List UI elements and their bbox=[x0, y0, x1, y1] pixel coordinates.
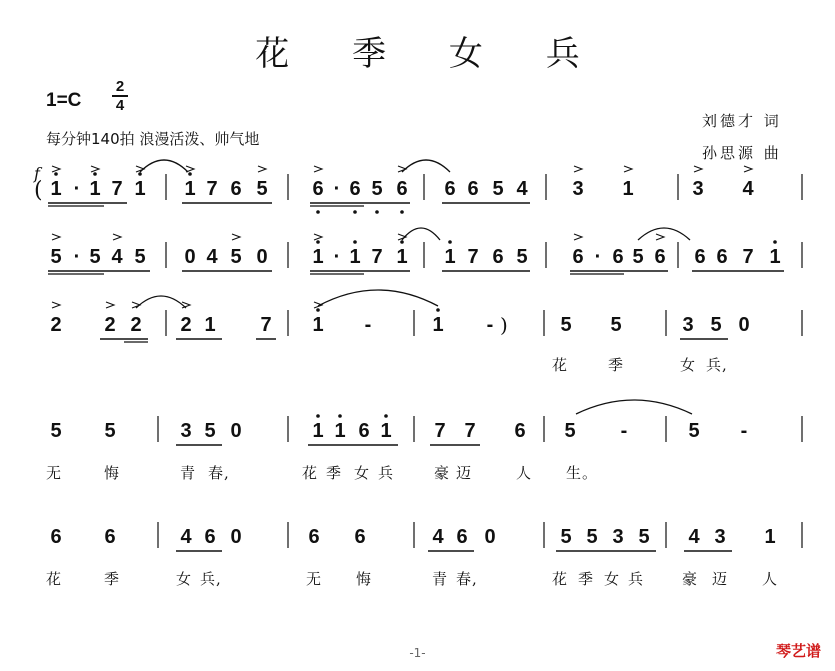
lyric-syllable: 兵 bbox=[628, 570, 645, 588]
lyric-syllable: 花 bbox=[302, 464, 319, 482]
row2-note: 5 bbox=[134, 246, 146, 268]
slur bbox=[402, 228, 440, 240]
lyric-syllable: 无 bbox=[46, 464, 63, 482]
row2-note: 0 bbox=[184, 246, 196, 268]
octave-dot bbox=[93, 172, 97, 176]
row1-note: 6 bbox=[349, 178, 361, 200]
row2-note: · bbox=[333, 246, 341, 268]
row2-note: 6 bbox=[694, 246, 706, 268]
open-paren: ( bbox=[34, 178, 43, 203]
time-numerator: 2 bbox=[112, 78, 128, 97]
accent-mark bbox=[574, 166, 582, 172]
row5-note: 6 bbox=[308, 526, 320, 548]
row3-note: 0 bbox=[738, 314, 750, 336]
row2-note: 6 bbox=[716, 246, 728, 268]
accent-mark bbox=[113, 234, 121, 240]
row3-note: 5 bbox=[610, 314, 622, 336]
row5-note: 4 bbox=[688, 526, 700, 548]
low-octave-dot bbox=[316, 210, 320, 214]
row1-note: 5 bbox=[492, 178, 504, 200]
octave-dot bbox=[384, 414, 388, 418]
row2-note: 6 bbox=[612, 246, 624, 268]
accent-mark bbox=[106, 302, 114, 308]
accent-mark bbox=[314, 166, 322, 172]
row2-note: 5 bbox=[632, 246, 644, 268]
row3-note: 2 bbox=[104, 314, 116, 336]
octave-dot bbox=[353, 240, 357, 244]
lyric-syllable: 悔 bbox=[104, 464, 121, 482]
lyric-syllable: 兵, bbox=[200, 570, 222, 588]
row2-note: 5 bbox=[516, 246, 528, 268]
accent-mark bbox=[52, 234, 60, 240]
row5-note: 6 bbox=[456, 526, 468, 548]
lyric-syllable: 人 bbox=[762, 570, 779, 588]
row1-note: 6 bbox=[396, 178, 408, 200]
row4-note: 5 bbox=[204, 420, 216, 442]
lyric-syllable: 豪 bbox=[434, 464, 451, 482]
slur bbox=[140, 160, 188, 172]
octave-dot bbox=[448, 240, 452, 244]
row4-note: 5 bbox=[564, 420, 576, 442]
row5-note: 4 bbox=[180, 526, 192, 548]
row4-note: 1 bbox=[334, 420, 346, 442]
lyric-syllable: 兵, bbox=[706, 356, 728, 374]
row2-note: 4 bbox=[206, 246, 218, 268]
row2-note: 6 bbox=[492, 246, 504, 268]
row4-note: 6 bbox=[358, 420, 370, 442]
row2-note: 7 bbox=[742, 246, 754, 268]
octave-dot bbox=[54, 172, 58, 176]
lyric-syllable: 迈 bbox=[456, 464, 473, 482]
lyric-syllable: 青 bbox=[180, 464, 197, 482]
key-signature: 1=C bbox=[46, 90, 82, 111]
row3-note: 2 bbox=[130, 314, 142, 336]
octave-dot bbox=[773, 240, 777, 244]
row2-note: 5 bbox=[50, 246, 62, 268]
accent-mark bbox=[314, 234, 322, 240]
time-denominator: 4 bbox=[115, 97, 125, 114]
accent-mark bbox=[91, 166, 99, 172]
logo-text: 琴艺谱 bbox=[775, 642, 821, 660]
row1-note: 1 bbox=[184, 178, 196, 200]
row2-note: 4 bbox=[111, 246, 123, 268]
accent-mark bbox=[52, 166, 60, 172]
row4-note: - bbox=[620, 420, 628, 442]
row1-note: 7 bbox=[206, 178, 218, 200]
row4-note: 3 bbox=[180, 420, 192, 442]
lyric-syllable: 兵 bbox=[378, 464, 395, 482]
row3-note: 3 bbox=[682, 314, 694, 336]
row4-note: 1 bbox=[312, 420, 324, 442]
row5-note: 5 bbox=[560, 526, 572, 548]
octave-dot bbox=[138, 172, 142, 176]
row1-note: 4 bbox=[742, 178, 754, 200]
lyric-syllable: 春, bbox=[208, 464, 230, 482]
row3-note: - bbox=[486, 314, 494, 336]
accent-mark bbox=[656, 234, 664, 240]
lyric-syllable: 人 bbox=[516, 464, 533, 482]
octave-dot bbox=[316, 308, 320, 312]
row1-note: 3 bbox=[692, 178, 704, 200]
row1-note: 7 bbox=[111, 178, 123, 200]
row3-note: 5 bbox=[560, 314, 572, 336]
row5-note: 4 bbox=[432, 526, 444, 548]
row2-note: 1 bbox=[349, 246, 361, 268]
row1-note: 6 bbox=[444, 178, 456, 200]
row4-note: - bbox=[740, 420, 748, 442]
row3-note: 5 bbox=[710, 314, 722, 336]
row2-note: 0 bbox=[256, 246, 268, 268]
row4-note: 6 bbox=[514, 420, 526, 442]
row5-note: 3 bbox=[612, 526, 624, 548]
lyric-syllable: 花 bbox=[552, 570, 569, 588]
row2-note: 6 bbox=[572, 246, 584, 268]
row5-note: 6 bbox=[50, 526, 62, 548]
lyric-syllable: 女 bbox=[354, 464, 371, 482]
slur bbox=[638, 228, 690, 240]
slur bbox=[402, 160, 450, 172]
composer-credit: 孙思源 曲 bbox=[702, 144, 782, 162]
row2-note: 1 bbox=[312, 246, 324, 268]
row2-note: 1 bbox=[769, 246, 781, 268]
slur bbox=[318, 290, 438, 306]
accent-mark bbox=[52, 302, 60, 308]
row3-note: 1 bbox=[432, 314, 444, 336]
row5-note: 0 bbox=[484, 526, 496, 548]
row2-note: 6 bbox=[654, 246, 666, 268]
row1-note: 6 bbox=[467, 178, 479, 200]
row1-note: 6 bbox=[230, 178, 242, 200]
row2-note: 7 bbox=[371, 246, 383, 268]
accent-mark bbox=[574, 234, 582, 240]
accent-mark bbox=[694, 166, 702, 172]
lyric-syllable: 生。 bbox=[566, 464, 599, 482]
row3-note: 1 bbox=[204, 314, 216, 336]
accent-mark bbox=[232, 234, 240, 240]
octave-dot bbox=[436, 308, 440, 312]
row2-note: · bbox=[73, 246, 81, 268]
row2-note: 1 bbox=[444, 246, 456, 268]
row4-note: 5 bbox=[104, 420, 116, 442]
row4-note: 5 bbox=[688, 420, 700, 442]
low-octave-dot bbox=[353, 210, 357, 214]
row1-note: 1 bbox=[89, 178, 101, 200]
row1-note: · bbox=[73, 178, 81, 200]
low-octave-dot bbox=[375, 210, 379, 214]
tempo-marking: 每分钟140拍 浪漫活泼、帅气地 bbox=[46, 130, 260, 148]
row4-note: 7 bbox=[434, 420, 446, 442]
lyric-syllable: 季 bbox=[326, 464, 343, 482]
close-paren: ) bbox=[500, 313, 508, 337]
low-octave-dot bbox=[400, 210, 404, 214]
row3-note: 1 bbox=[312, 314, 324, 336]
accent-mark bbox=[624, 166, 632, 172]
row4-note: 7 bbox=[464, 420, 476, 442]
lyric-syllable: 女 bbox=[176, 570, 193, 588]
octave-dot bbox=[400, 240, 404, 244]
row1-note: 3 bbox=[572, 178, 584, 200]
octave-dot bbox=[316, 240, 320, 244]
row3-note: 7 bbox=[260, 314, 272, 336]
page-number: -1- bbox=[409, 646, 426, 660]
row3-note: - bbox=[364, 314, 372, 336]
row1-note: 1 bbox=[134, 178, 146, 200]
lyric-syllable: 青 bbox=[432, 570, 449, 588]
slur bbox=[576, 400, 692, 414]
row5-note: 6 bbox=[354, 526, 366, 548]
lyric-syllable: 无 bbox=[306, 570, 323, 588]
row2-note: 7 bbox=[467, 246, 479, 268]
row5-note: 5 bbox=[638, 526, 650, 548]
row1-note: 1 bbox=[622, 178, 634, 200]
row5-note: 1 bbox=[764, 526, 776, 548]
octave-dot bbox=[316, 414, 320, 418]
lyric-syllable: 季 bbox=[608, 356, 625, 374]
lyric-syllable: 悔 bbox=[356, 570, 373, 588]
row2-note: · bbox=[594, 246, 602, 268]
row2-note: 5 bbox=[230, 246, 242, 268]
row5-note: 6 bbox=[104, 526, 116, 548]
row1-note: 5 bbox=[256, 178, 268, 200]
row4-note: 0 bbox=[230, 420, 242, 442]
row5-note: 5 bbox=[586, 526, 598, 548]
row1-note: 6 bbox=[312, 178, 324, 200]
row1-note: 4 bbox=[516, 178, 528, 200]
octave-dot bbox=[338, 414, 342, 418]
row5-note: 0 bbox=[230, 526, 242, 548]
slur bbox=[136, 296, 186, 308]
lyric-syllable: 豪 bbox=[682, 570, 699, 588]
row2-note: 5 bbox=[89, 246, 101, 268]
accent-mark bbox=[258, 166, 266, 172]
row1-note: 5 bbox=[371, 178, 383, 200]
lyric-syllable: 花 bbox=[552, 356, 569, 374]
dynamic-mark: f bbox=[34, 164, 40, 183]
row3-note: 2 bbox=[180, 314, 192, 336]
octave-dot bbox=[188, 172, 192, 176]
lyricist-credit: 刘德才 词 bbox=[702, 112, 782, 130]
lyric-syllable: 女 bbox=[604, 570, 621, 588]
lyric-syllable: 花 bbox=[46, 570, 63, 588]
row1-note: · bbox=[333, 178, 341, 200]
lyric-syllable: 迈 bbox=[712, 570, 729, 588]
row2-note: 1 bbox=[396, 246, 408, 268]
row1-note: 1 bbox=[50, 178, 62, 200]
lyric-syllable: 季 bbox=[104, 570, 121, 588]
lyric-syllable: 女 bbox=[680, 356, 697, 374]
row5-note: 6 bbox=[204, 526, 216, 548]
row4-note: 5 bbox=[50, 420, 62, 442]
lyric-syllable: 季 bbox=[578, 570, 595, 588]
song-title: 花 季 女 兵 bbox=[255, 34, 606, 74]
row5-note: 3 bbox=[714, 526, 726, 548]
accent-mark bbox=[744, 166, 752, 172]
row4-note: 1 bbox=[380, 420, 392, 442]
row3-note: 2 bbox=[50, 314, 62, 336]
site-logo bbox=[776, 640, 821, 661]
lyric-syllable: 春, bbox=[456, 570, 478, 588]
